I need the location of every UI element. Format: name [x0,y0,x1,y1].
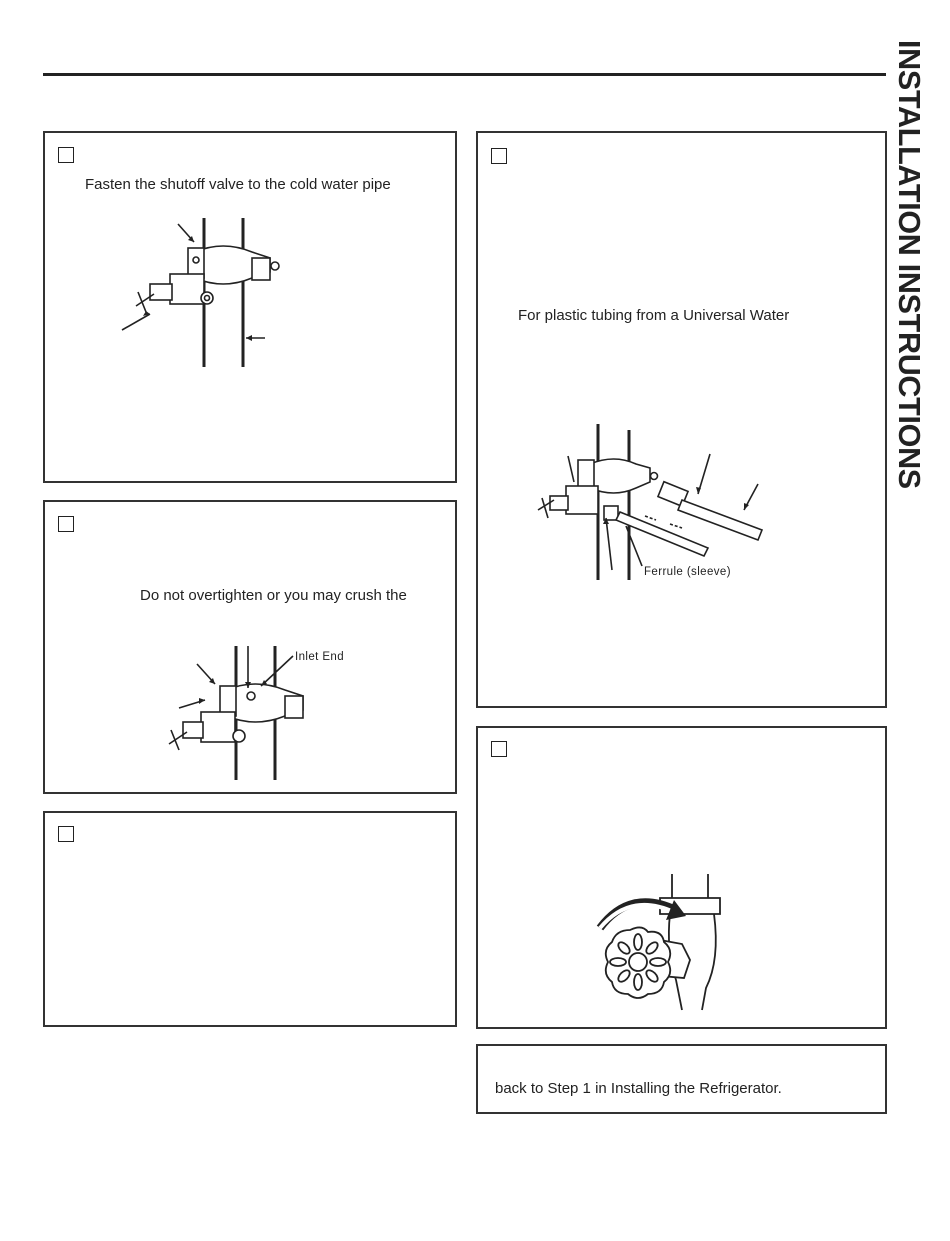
step-text-plastic-tubing: For plastic tubing from a Universal Water [518,307,790,324]
step-text-tighten-warning: Do not overtighten or you may crush the [140,587,407,604]
step-checkbox[interactable] [491,148,507,164]
valve-handle-turn-illustration [590,870,730,1020]
step-box-return-note [476,1044,887,1114]
header-rule [43,73,886,76]
step-checkbox[interactable] [58,826,74,842]
section-side-title [886,40,936,530]
step-checkbox[interactable] [58,147,74,163]
callout-ferrule: Ferrule (sleeve) [644,566,731,578]
step-checkbox[interactable] [491,741,507,757]
step-text-fasten-valve: Fasten the shutoff valve to the cold water pipe [85,176,391,193]
step-checkbox[interactable] [58,516,74,532]
step-box-blank [43,811,457,1027]
valve-tighten-illustration [165,640,345,785]
callout-inlet-end: Inlet End [295,651,344,663]
tubing-connection-illustration [530,420,780,585]
step-text-return-to-step-1: back to Step 1 in Installing the Refrigerator. [495,1080,782,1097]
shutoff-valve-illustration [110,210,290,370]
side-title-text: INSTALLATION INSTRUCTIONS [892,40,926,489]
